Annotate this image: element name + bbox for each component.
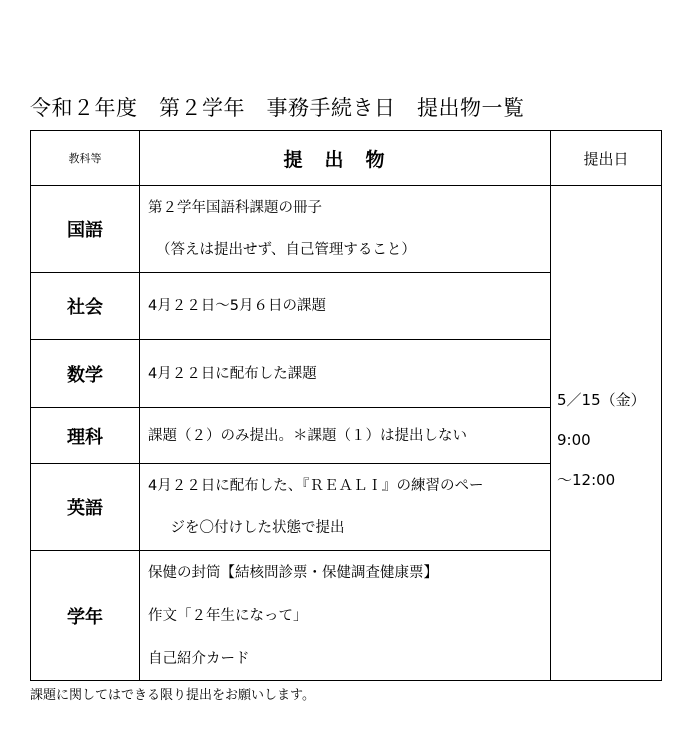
subject-cell: 数学 xyxy=(31,340,140,408)
item-line: （答えは提出せず、自己管理すること） xyxy=(156,242,416,258)
item-line: 保健の封筒【結核問診票・保健調査健康票】 xyxy=(148,564,438,581)
item-line: 第２学年国語科課題の冊子 xyxy=(148,200,322,216)
item-line: 4月２２日～5月６日の課題 xyxy=(148,298,326,314)
date-end: ～12:00 xyxy=(557,471,616,489)
items-cell xyxy=(140,340,551,408)
subject-cell: 理科 xyxy=(31,408,140,464)
date-cell xyxy=(551,186,662,681)
subject-cell: 社会 xyxy=(31,273,140,340)
date-day: 5／15（金） xyxy=(557,391,646,409)
header-date: 提出日 xyxy=(551,131,662,186)
header-row xyxy=(31,131,662,186)
item-line: 4月２２日に配布した課題 xyxy=(148,365,317,382)
items-cell xyxy=(140,408,551,464)
footer-note: 課題に関してはできる限り提出をお願いします。 xyxy=(30,688,315,703)
item-line: 作文「２年生になって」 xyxy=(148,607,308,624)
items-cell xyxy=(140,186,551,273)
header-items: 提出物 xyxy=(140,131,551,186)
submission-table xyxy=(30,130,662,681)
subject-cell: 学年 xyxy=(31,551,140,681)
subject-cell: 英語 xyxy=(31,464,140,551)
item-line: 4月２２日に配布した、『ＲＥＡＬＩ』の練習のペー xyxy=(148,478,484,494)
header-subject: 教科等 xyxy=(31,131,140,186)
date-start: 9:00 xyxy=(557,431,591,449)
items-cell xyxy=(140,273,551,340)
subject-cell: 国語 xyxy=(31,186,140,273)
item-line: 自己紹介カード xyxy=(148,650,250,667)
item-line: ジを〇付けした状態で提出 xyxy=(156,520,345,536)
items-cell xyxy=(140,464,551,551)
items-cell xyxy=(140,551,551,681)
item-line: 課題（２）のみ提出。＊課題（１）は提出しない xyxy=(148,427,467,444)
table-row-kokugo xyxy=(31,186,662,273)
page-title: 令和２年度 第２学年 事務手続き日 提出物一覧 xyxy=(30,96,525,120)
